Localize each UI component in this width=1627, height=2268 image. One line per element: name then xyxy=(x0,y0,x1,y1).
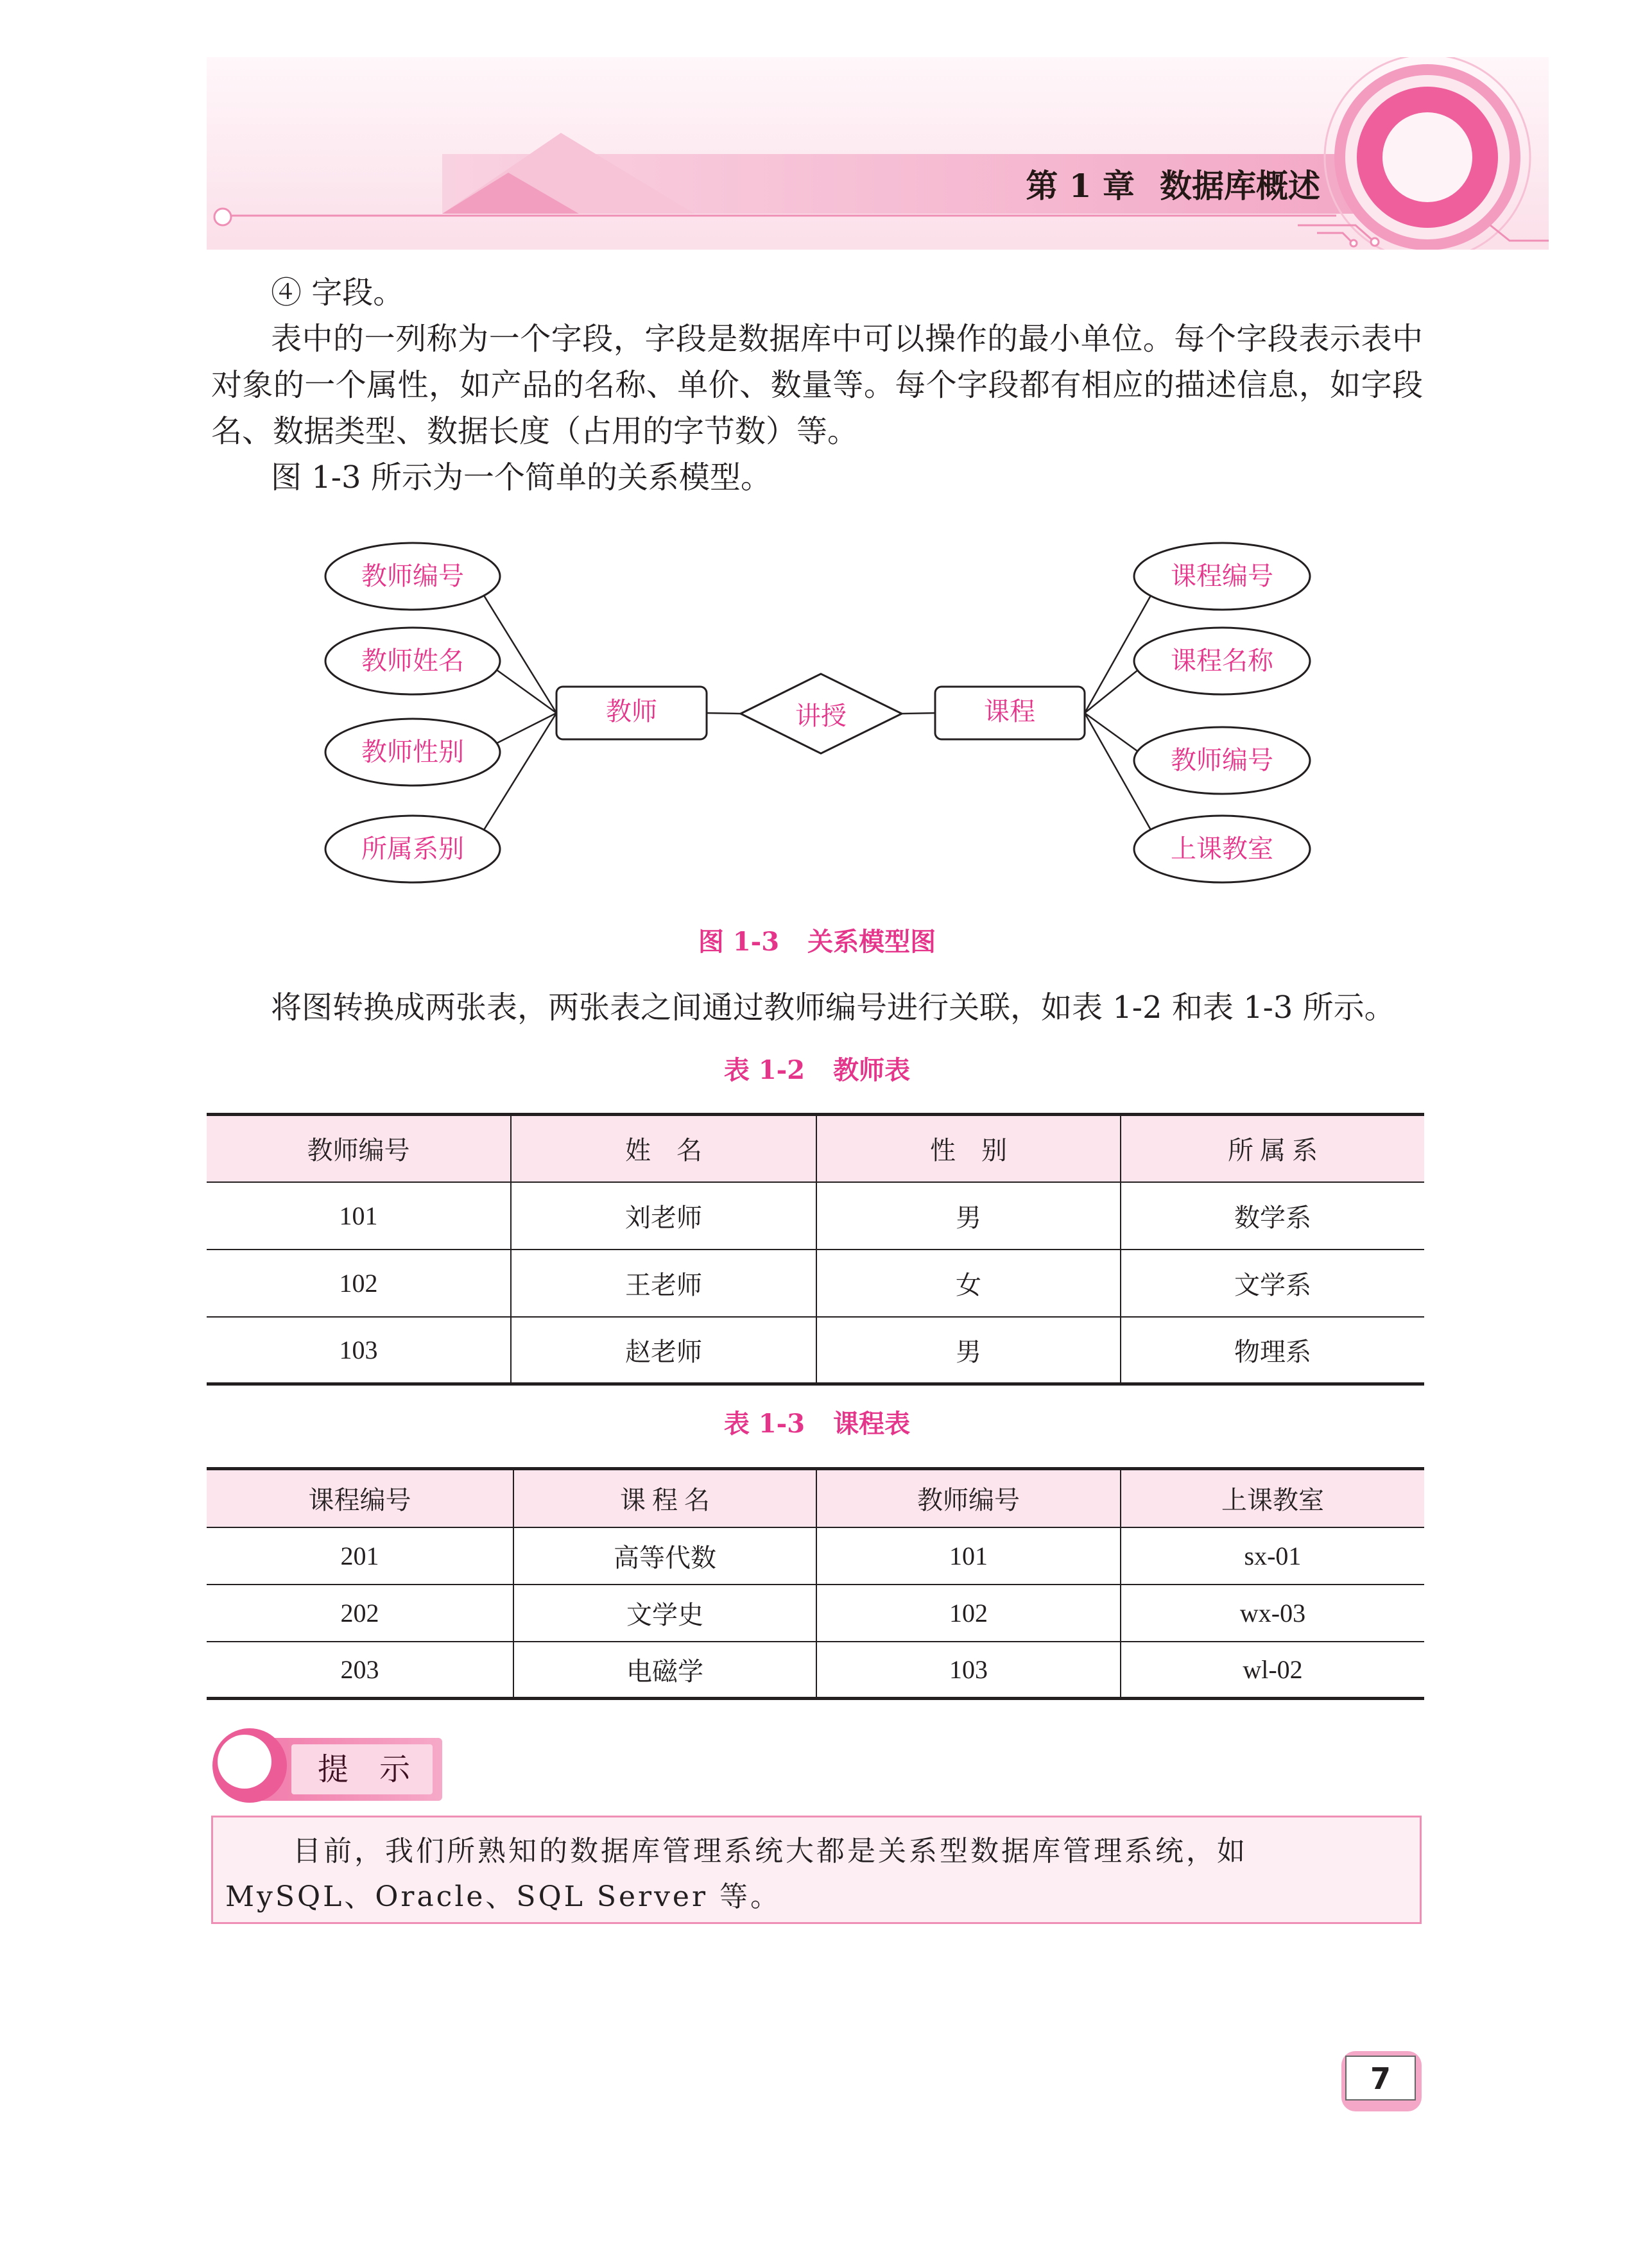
table-cell: sx-01 xyxy=(1121,1527,1424,1585)
table-cell: 203 xyxy=(207,1642,513,1699)
entity-label-teacher: 教师 xyxy=(606,697,657,726)
figure-caption xyxy=(211,924,1423,960)
table-cell: 女 xyxy=(816,1250,1121,1317)
table-caption-teacher xyxy=(211,1052,1423,1088)
column-header: 课 程 名 xyxy=(513,1469,816,1527)
table-cell: 文学史 xyxy=(513,1585,816,1642)
table-cell: 202 xyxy=(207,1585,513,1642)
connector-line xyxy=(707,713,741,714)
table-cell: 101 xyxy=(816,1527,1121,1585)
attribute-label: 上课教室 xyxy=(1171,834,1273,864)
table-row xyxy=(207,1585,1424,1642)
table-cell: 文学系 xyxy=(1121,1250,1424,1317)
connector-line xyxy=(497,670,556,713)
table-cell: 数学系 xyxy=(1121,1182,1424,1250)
table-cell: 高等代数 xyxy=(513,1527,816,1585)
column-header: 性 别 xyxy=(816,1115,1121,1182)
teacher-table xyxy=(207,1113,1424,1386)
attribute-label: 教师编号 xyxy=(1171,746,1273,775)
column-header: 姓 名 xyxy=(511,1115,816,1182)
column-header: 上课教室 xyxy=(1121,1469,1424,1527)
table-cell: 103 xyxy=(207,1317,511,1384)
table-header-row xyxy=(207,1115,1424,1182)
banner-baseline-dot xyxy=(214,209,231,225)
column-header: 教师编号 xyxy=(816,1469,1121,1527)
table-row xyxy=(207,1642,1424,1699)
table-cell: 102 xyxy=(816,1585,1121,1642)
table-cell: 201 xyxy=(207,1527,513,1585)
chapter-title: 数据库概述 xyxy=(1160,167,1320,205)
item-title: ④ 字段。 xyxy=(271,275,404,311)
tip-label: 提 示 xyxy=(317,1751,411,1787)
figure-intro: 图 1-3 所示为一个简单的关系模型。 xyxy=(271,460,771,495)
figure-number: 图 1-3 xyxy=(698,927,780,957)
attribute-label: 教师性别 xyxy=(361,737,464,767)
tip-text: 目前，我们所熟知的数据库管理系统大都是关系型数据库管理系统，如 MySQL、Oracle、SQL Server 等。 xyxy=(225,1835,1248,1913)
table-cell: 王老师 xyxy=(511,1250,816,1317)
tip-box xyxy=(211,1816,1422,1924)
entity-label-course: 课程 xyxy=(984,697,1035,726)
table-cell: wx-03 xyxy=(1121,1585,1424,1642)
connector-line xyxy=(1085,713,1138,752)
field-paragraph: 表中的一列称为一个字段，字段是数据库中可以操作的最小单位。每个字段表示表中对象的一个属性，如产品的名称、单价、数量等。每个字段都有相应的描述信息，如字段名、数据类型、数据长度（占用的字节数）等。 xyxy=(211,321,1423,449)
table-row xyxy=(207,1527,1424,1585)
course-table xyxy=(207,1467,1424,1700)
column-header: 所 属 系 xyxy=(1121,1115,1424,1182)
tip-circle-inner xyxy=(218,1735,271,1789)
table-cell: 男 xyxy=(816,1317,1121,1384)
chapter-header-banner xyxy=(207,57,1549,250)
table-cell: wl-02 xyxy=(1121,1642,1424,1699)
table-row xyxy=(207,1317,1424,1384)
attribute-label: 教师姓名 xyxy=(361,646,464,676)
table-cell: 赵老师 xyxy=(511,1317,816,1384)
relationship-label: 讲授 xyxy=(795,701,847,731)
column-header: 教师编号 xyxy=(207,1115,511,1182)
table-number: 表 1-3 xyxy=(723,1409,805,1439)
table-cell: 刘老师 xyxy=(511,1182,816,1250)
table-cell: 102 xyxy=(207,1250,511,1317)
table-caption-course xyxy=(211,1406,1423,1442)
figure-title: 关系模型图 xyxy=(807,927,936,957)
page-number: 7 xyxy=(1370,2061,1391,2096)
connector-line xyxy=(902,713,935,714)
chapter-label: 第 1 章 xyxy=(1026,167,1135,205)
table-cell: 103 xyxy=(816,1642,1121,1699)
table-cell: 101 xyxy=(207,1182,511,1250)
table-cell: 男 xyxy=(816,1182,1121,1250)
attribute-label: 所属系别 xyxy=(361,834,464,864)
table-row xyxy=(207,1182,1424,1250)
table-title: 教师表 xyxy=(833,1055,911,1085)
table-title: 课程表 xyxy=(833,1409,911,1439)
table-cell: 物理系 xyxy=(1121,1317,1424,1384)
body-text-block xyxy=(211,270,1423,501)
table-number: 表 1-2 xyxy=(723,1055,805,1085)
column-header: 课程编号 xyxy=(207,1469,513,1527)
connector-line xyxy=(1085,670,1138,713)
tables-intro: 将图转换成两张表，两张表之间通过教师编号进行关联，如表 1-2 和表 1-3 所示。 xyxy=(271,990,1395,1026)
attribute-label: 课程编号 xyxy=(1171,562,1273,591)
table-row xyxy=(207,1250,1424,1317)
page-number-badge xyxy=(1338,2047,1425,2115)
table-header-row xyxy=(207,1469,1424,1527)
table-cell: 电磁学 xyxy=(513,1642,816,1699)
attribute-label: 课程名称 xyxy=(1171,646,1273,676)
attribute-label: 教师编号 xyxy=(361,562,464,591)
relationship-diagram xyxy=(0,526,1627,886)
tip-badge xyxy=(211,1726,449,1807)
